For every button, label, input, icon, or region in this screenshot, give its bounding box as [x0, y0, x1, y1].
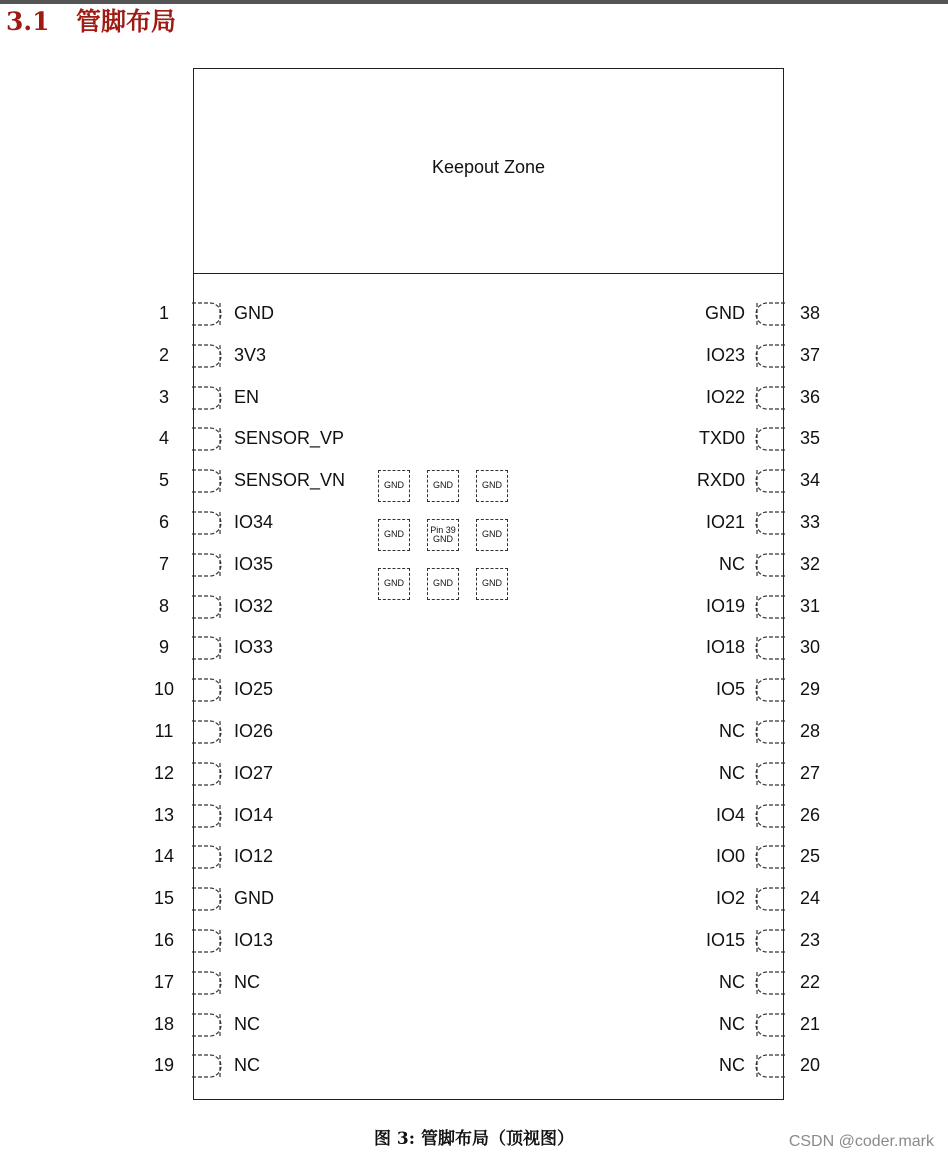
pin-name: IO35: [234, 554, 274, 574]
pin-pad-icon: [192, 1010, 222, 1040]
pin-row: [150, 842, 410, 872]
ground-pad-label: GND: [433, 578, 453, 589]
pin-name: IO25: [234, 679, 274, 699]
pin-pad-icon: [192, 1051, 222, 1081]
pin-name: IO18: [705, 637, 745, 657]
pin-row: [150, 884, 410, 914]
pin-row: [580, 424, 826, 454]
pin-number: 28: [799, 721, 821, 741]
ground-pad: [378, 568, 410, 600]
pin-row: [580, 884, 826, 914]
pin-pad-icon: [192, 466, 222, 496]
pin-name: NC: [234, 1055, 260, 1075]
ground-pad: [427, 519, 459, 551]
pin-number: 35: [799, 428, 821, 448]
pin-pad-icon: [192, 801, 222, 831]
ground-pad-label: GND: [384, 578, 404, 589]
pin-row: [150, 675, 410, 705]
pin-number: 36: [799, 387, 821, 407]
pin-name: EN: [234, 387, 260, 407]
pin-number: 31: [799, 596, 821, 616]
section-number: 3.1: [6, 7, 50, 36]
pin-name: NC: [234, 1014, 260, 1034]
pin-number: 17: [153, 972, 175, 992]
pin-number: 37: [799, 345, 821, 365]
pin-name: IO0: [715, 846, 745, 866]
pin-row: [150, 466, 410, 496]
pin-pad-icon: [192, 884, 222, 914]
pin-number: 11: [154, 721, 174, 741]
pin-pad-icon: [192, 633, 222, 663]
pin-name: IO26: [234, 721, 274, 741]
pin-number: 34: [799, 470, 821, 490]
pin-row: [150, 592, 410, 622]
ground-pad: [476, 470, 508, 502]
pin-name: GND: [234, 303, 274, 323]
pin-number: 6: [158, 512, 169, 532]
pin-number: 25: [799, 846, 821, 866]
pin-name: GND: [705, 303, 745, 323]
pin-name: RXD0: [696, 470, 745, 490]
pin-number: 2: [158, 345, 169, 365]
pin-pad-icon: [192, 717, 222, 747]
pin-name: IO34: [234, 512, 274, 532]
pin-number: 24: [799, 888, 821, 908]
pin-name: SENSOR_VP: [234, 428, 345, 448]
pin-row: [580, 341, 826, 371]
pin-row: [580, 842, 826, 872]
pin-number: 5: [158, 470, 169, 490]
pin-name: TXD0: [698, 428, 745, 448]
pin-number: 7: [158, 554, 169, 574]
pin-name: IO23: [705, 345, 745, 365]
pin-number: 13: [153, 805, 175, 825]
figure-caption: 图 3: 管脚布局（顶视图）: [374, 1129, 574, 1149]
pin-pad-icon: [755, 299, 785, 329]
pin-pad-icon: [192, 383, 222, 413]
pin-pad-icon: [755, 424, 785, 454]
pin-pad-icon: [755, 1010, 785, 1040]
pin-number: 38: [799, 303, 821, 323]
pin-row: [580, 466, 826, 496]
pin-name: IO33: [234, 637, 274, 657]
pin-pad-icon: [755, 842, 785, 872]
ground-pad-label: GND: [433, 480, 453, 491]
pin-pad-icon: [755, 550, 785, 580]
pin-pad-icon: [755, 383, 785, 413]
pin-row: [150, 1051, 410, 1081]
pin-pad-icon: [755, 1051, 785, 1081]
pin-name: IO19: [705, 596, 745, 616]
pin-number: 4: [158, 428, 169, 448]
pin-row: [150, 341, 410, 371]
pin-number: 3: [158, 387, 169, 407]
pin-pad-icon: [192, 299, 222, 329]
pin-name: IO32: [234, 596, 274, 616]
pin-name: NC: [719, 554, 745, 574]
pin-pad-icon: [192, 341, 222, 371]
pin-name: GND: [234, 888, 274, 908]
pin-pad-icon: [755, 717, 785, 747]
pin-number: 15: [153, 888, 175, 908]
pin-number: 23: [799, 930, 821, 950]
pin-row: [580, 675, 826, 705]
pin-row: [580, 383, 826, 413]
pin-pad-icon: [755, 633, 785, 663]
pin-name: IO15: [705, 930, 745, 950]
pin-row: [150, 633, 410, 663]
pin-number: 29: [799, 679, 821, 699]
ground-pad-label: GND: [384, 529, 404, 540]
pin-pad-icon: [755, 968, 785, 998]
pin-pad-icon: [755, 759, 785, 789]
pin-name: SENSOR_VN: [234, 470, 346, 490]
ground-pad: [476, 568, 508, 600]
pin-row: [580, 508, 826, 538]
ground-pad-label: GND: [384, 480, 404, 491]
pin-name: IO12: [234, 846, 274, 866]
pin-number: 9: [158, 637, 169, 657]
pin-pad-icon: [192, 592, 222, 622]
pin-number: 10: [153, 679, 175, 699]
keepout-divider: [194, 273, 783, 274]
pin-number: 22: [799, 972, 821, 992]
pin-name: IO22: [705, 387, 745, 407]
pin-number: 12: [153, 763, 175, 783]
pin-number: 14: [153, 846, 175, 866]
pin-row: [150, 508, 410, 538]
pin-pad-icon: [192, 550, 222, 580]
pin-row: [150, 801, 410, 831]
pin-number: 8: [158, 596, 169, 616]
pin-name: NC: [719, 763, 745, 783]
pin-row: [150, 968, 410, 998]
pin-name: NC: [719, 1055, 745, 1075]
pin-row: [150, 759, 410, 789]
pin-number: 18: [153, 1014, 175, 1034]
pin-row: [580, 592, 826, 622]
pin-pad-icon: [755, 341, 785, 371]
pin-pad-icon: [755, 508, 785, 538]
pin-row: [580, 801, 826, 831]
pin-row: [580, 968, 826, 998]
pin-name: IO27: [234, 763, 274, 783]
pin-name: IO4: [715, 805, 745, 825]
section-title: 管脚布局: [76, 7, 177, 36]
pin-pad-icon: [192, 424, 222, 454]
ground-pad-label: Pin 39 GND: [430, 524, 456, 544]
pin-row: [580, 1051, 826, 1081]
pin-pad-icon: [192, 675, 222, 705]
ground-pad-label: GND: [482, 529, 502, 540]
pin-name: 3V3: [234, 345, 267, 365]
pin-pad-icon: [192, 926, 222, 956]
pin-row: [150, 550, 410, 580]
pin-row: [580, 926, 826, 956]
pin-row: [580, 299, 826, 329]
pin-row: [580, 633, 826, 663]
pin-name: IO21: [705, 512, 745, 532]
pin-number: 32: [799, 554, 821, 574]
pin-name: IO14: [234, 805, 274, 825]
pin-pad-icon: [755, 801, 785, 831]
pin-row: [150, 1010, 410, 1040]
pin-pad-icon: [755, 592, 785, 622]
pin-row: [580, 717, 826, 747]
pin-pad-icon: [755, 926, 785, 956]
pin-name: IO13: [234, 930, 274, 950]
pin-pad-icon: [755, 884, 785, 914]
section-heading: [6, 2, 176, 36]
ground-pad: [378, 519, 410, 551]
pin-number: 1: [158, 303, 169, 323]
pin-pad-icon: [755, 466, 785, 496]
pin-row: [580, 550, 826, 580]
pin-number: 21: [799, 1014, 821, 1034]
pin-row: [150, 299, 410, 329]
pin-row: [150, 383, 410, 413]
pin-number: 26: [799, 805, 821, 825]
pin-number: 30: [799, 637, 821, 657]
pin-row: [150, 717, 410, 747]
pin-pad-icon: [192, 842, 222, 872]
ground-pad: [427, 470, 459, 502]
pin-pad-icon: [192, 759, 222, 789]
pin-name: NC: [234, 972, 260, 992]
pin-row: [580, 1010, 826, 1040]
pin-name: IO5: [715, 679, 745, 699]
pin-row: [580, 759, 826, 789]
watermark: CSDN @coder.mark: [788, 1133, 934, 1150]
pin-pad-icon: [192, 508, 222, 538]
pin-row: [150, 926, 410, 956]
pin-name: IO2: [715, 888, 745, 908]
ground-pad-label: GND: [482, 480, 502, 491]
ground-pad: [476, 519, 508, 551]
ground-pad: [378, 470, 410, 502]
ground-pad: [427, 568, 459, 600]
ground-pad-label: GND: [482, 578, 502, 589]
pin-row: [150, 424, 410, 454]
pin-name: NC: [719, 721, 745, 741]
keepout-zone-label: Keepout Zone: [431, 157, 546, 177]
pin-number: 33: [799, 512, 821, 532]
pin-name: NC: [719, 972, 745, 992]
pin-number: 20: [799, 1055, 821, 1075]
pin-name: NC: [719, 1014, 745, 1034]
pin-number: 27: [799, 763, 821, 783]
pin-number: 16: [153, 930, 175, 950]
pin-number: 19: [153, 1055, 175, 1075]
pin-pad-icon: [192, 968, 222, 998]
pin-pad-icon: [755, 675, 785, 705]
